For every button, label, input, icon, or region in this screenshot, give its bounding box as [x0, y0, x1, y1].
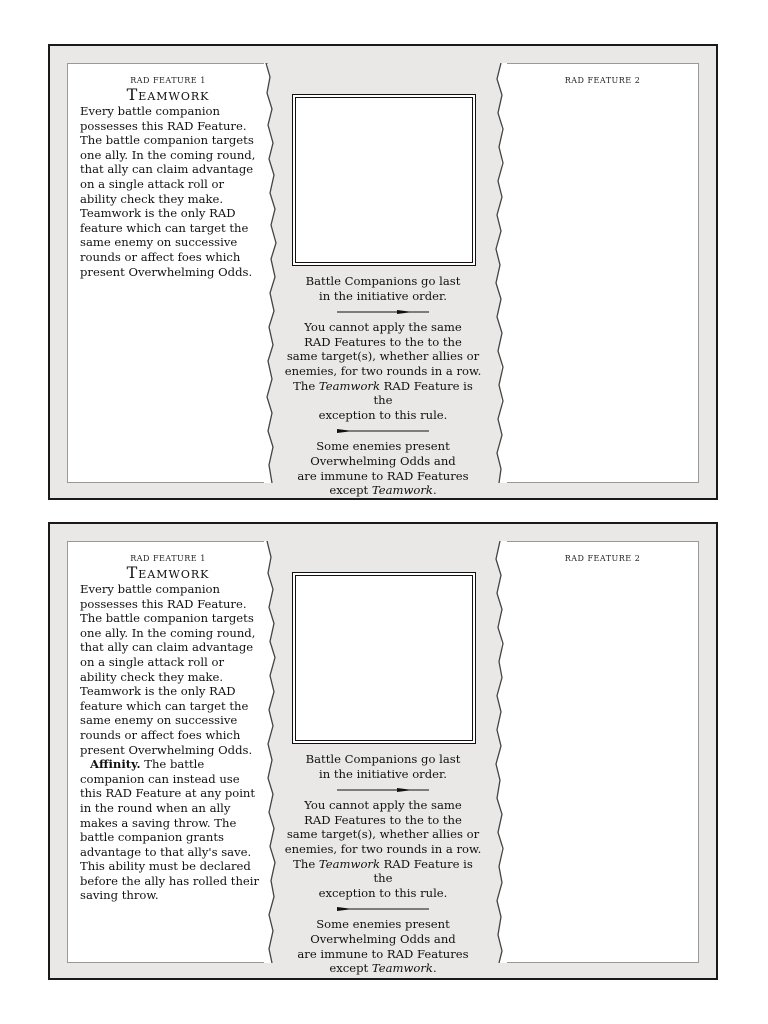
rule-line: same target(s), whether allies or	[286, 349, 480, 364]
portrait-frame	[292, 94, 476, 266]
rule-line: exception to this rule.	[318, 885, 448, 900]
odds-line: .	[432, 483, 437, 498]
torn-edge	[491, 541, 507, 963]
ornament-divider	[335, 787, 431, 793]
odds-line: Overwhelming Odds and	[310, 453, 456, 468]
teamwork-emphasis: Teamwork	[318, 378, 380, 393]
initiative-note-line: Battle Companions go last	[305, 274, 461, 288]
rules-notes	[282, 274, 484, 498]
rules-notes	[282, 752, 484, 976]
ornament-divider	[335, 428, 431, 434]
odds-line: Overwhelming Odds and	[310, 931, 456, 946]
rule-line: exception to this rule.	[318, 407, 448, 422]
rule-line: RAD Feature is the	[373, 378, 473, 408]
rule-line: enemies, for two rounds in a row.	[284, 363, 482, 378]
same-target-rule	[282, 320, 484, 422]
rule-line: RAD Features to the to the	[304, 334, 462, 349]
teamwork-emphasis: Teamwork	[371, 483, 433, 498]
feature-description: Every battle companion possesses this RAD Feature. The battle companion targets one ally. In the coming round, that ally can claim advantage on a single attack roll or ability check they make. Teamwork is the only RAD feature which can target the same enemy on successive rounds or affect foes which present Overwhelming Odds.	[80, 582, 256, 757]
torn-edge	[491, 63, 507, 483]
odds-line: Some enemies present	[316, 439, 450, 454]
overwhelming-odds-note	[282, 917, 484, 975]
rule-line: same target(s), whether allies or	[286, 827, 480, 842]
feature-label: RAD FEATURE 2	[564, 76, 641, 85]
feature-2-panel	[501, 63, 699, 483]
overwhelming-odds-note	[282, 439, 484, 497]
initiative-note-line: Battle Companions go last	[305, 752, 461, 766]
affinity-paragraph	[80, 757, 264, 903]
teamwork-emphasis: Teamwork	[371, 961, 433, 976]
feature-1-panel	[67, 63, 268, 483]
initiative-note-line: in the initiative order.	[319, 288, 447, 303]
ornament-divider	[335, 906, 431, 912]
feature-label: RAD FEATURE 1	[130, 554, 206, 563]
card-2	[48, 522, 718, 980]
odds-line: are immune to RAD Features	[297, 468, 469, 483]
feature-label: RAD FEATURE 2	[564, 554, 641, 563]
affinity-heading: Affinity.	[90, 757, 141, 772]
torn-edge	[264, 541, 280, 963]
odds-line: are immune to RAD Features	[297, 946, 469, 961]
card-1	[48, 44, 718, 500]
rule-line: RAD Feature is the	[373, 856, 473, 886]
initiative-note	[282, 274, 484, 303]
feature-2-panel	[501, 541, 699, 963]
odds-line: except	[329, 961, 372, 976]
initiative-note-line: in the initiative order.	[319, 766, 447, 781]
rule-line: RAD Features to the to the	[304, 812, 462, 827]
initiative-note	[282, 752, 484, 781]
feature-description: Every battle companion possesses this RAD Feature. The battle companion targets one ally. In the coming round, that ally can claim advantage on a single attack roll or ability check they make. Teamwork is the only RAD feature which can target the same enemy on successive rounds or affect foes which present Overwhelming Odds.	[80, 104, 256, 279]
same-target-rule	[282, 798, 484, 900]
affinity-text: The battle companion can instead use this RAD Feature at any point in the round when an ally makes a saving throw. The battle companion grants advantage to that ally's save. This ability must be declared before the ally has rolled their saving throw.	[80, 757, 260, 903]
feature-title: Teamwork	[126, 563, 210, 582]
feature-description-block	[68, 104, 268, 279]
feature-description-block	[68, 582, 268, 903]
rule-line: You cannot apply the same	[304, 320, 462, 335]
feature-label: RAD FEATURE 1	[130, 76, 206, 85]
torn-edge	[264, 63, 280, 483]
feature-1-panel	[67, 541, 268, 963]
odds-line: Some enemies present	[316, 917, 450, 932]
rule-line: The	[293, 378, 319, 393]
rule-line: enemies, for two rounds in a row.	[284, 841, 482, 856]
feature-title: Teamwork	[126, 85, 210, 104]
rule-line: You cannot apply the same	[304, 798, 462, 813]
portrait-frame	[292, 572, 476, 744]
odds-line: except	[329, 483, 372, 498]
teamwork-emphasis: Teamwork	[318, 856, 380, 871]
ornament-divider	[335, 309, 431, 315]
odds-line: .	[432, 961, 437, 976]
rule-line: The	[293, 856, 319, 871]
